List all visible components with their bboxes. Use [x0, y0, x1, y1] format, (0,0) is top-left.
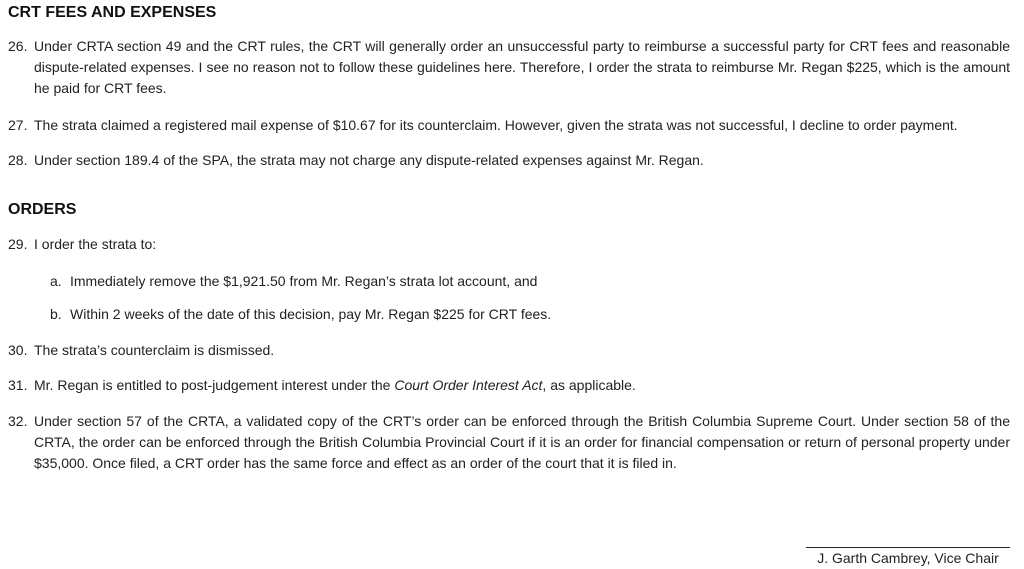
- paragraph-number: 30.: [8, 342, 28, 358]
- act-name: Court Order Interest Act: [394, 377, 543, 393]
- paragraph-number: 27.: [8, 117, 28, 133]
- paragraph-text: The strata’s counterclaim is dismissed.: [34, 342, 275, 358]
- paragraph-27: [8, 115, 1010, 136]
- order-item-a: [50, 271, 1010, 292]
- paragraph-text: I order the strata to:: [34, 236, 157, 252]
- paragraph-26: [8, 36, 1010, 99]
- text-before-act: Mr. Regan is entitled to post-judgement interest under the: [34, 377, 395, 393]
- paragraph-number: 26.: [8, 38, 28, 54]
- paragraph-28: [8, 150, 1010, 171]
- paragraph-text: Under CRTA section 49 and the CRT rules, the CRT will generally order an unsuccessful party to reimburse a successful party for CRT fees and reasonable dispute-related expenses. I see no reason not to follow these guidelines here. Therefore, I order the strata to reimburse Mr. Regan $225, which is the amount he paid for CRT fees.: [34, 38, 1010, 96]
- paragraph-32: [8, 411, 1010, 474]
- order-item-b: [50, 304, 1010, 325]
- paragraph-text: [34, 375, 1010, 396]
- item-letter: a.: [50, 273, 62, 289]
- section-heading-fees: CRT FEES AND EXPENSES: [8, 4, 217, 21]
- paragraph-29: [8, 234, 1010, 255]
- paragraph-number: 32.: [8, 413, 28, 429]
- paragraph-30: [8, 340, 1010, 361]
- paragraph-text: Under section 57 of the CRTA, a validated copy of the CRT’s order can be enforced through the British Columbia Supreme Court. Under section 58 of the CRTA, the order can be enforced through the British Columbia Provincial Court if it is an order for financial compensation or return of personal property under $35,000. Once filed, a CRT order has the same force and effect as an order of the court that it is filed in.: [34, 413, 1010, 471]
- paragraph-number: 29.: [8, 236, 28, 252]
- item-text: Within 2 weeks of the date of this decision, pay Mr. Regan $225 for CRT fees.: [70, 306, 552, 322]
- text-after-act: , as applicable.: [542, 377, 636, 393]
- paragraph-number: 28.: [8, 152, 28, 168]
- paragraph-31: [8, 375, 1010, 396]
- paragraph-text: Under section 189.4 of the SPA, the strata may not charge any dispute-related expenses against Mr. Regan.: [34, 152, 704, 168]
- item-letter: b.: [50, 306, 62, 322]
- paragraph-text: The strata claimed a registered mail expense of $10.67 for its counterclaim. However, given the strata was not successful, I decline to order payment.: [34, 117, 958, 133]
- section-heading-orders: ORDERS: [8, 201, 77, 218]
- item-text: Immediately remove the $1,921.50 from Mr. Regan’s strata lot account, and: [70, 273, 538, 289]
- paragraph-number: 31.: [8, 377, 28, 393]
- signature-line: J. Garth Cambrey, Vice Chair: [806, 547, 1010, 567]
